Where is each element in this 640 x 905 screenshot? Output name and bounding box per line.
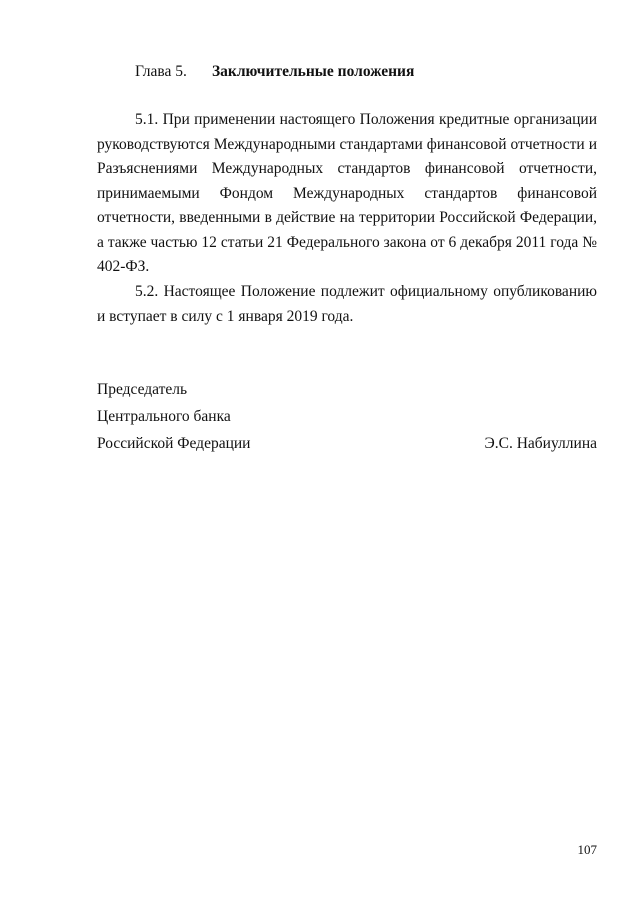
chapter-number: Глава 5.: [135, 63, 187, 80]
signatory-position-line-2: Центрального банка: [97, 408, 231, 425]
page-number: 107: [577, 842, 597, 857]
signatory-position-line-1: Председатель: [97, 381, 188, 398]
signatory-position-line-3: Российской Федерации: [97, 435, 251, 452]
chapter-heading: [135, 60, 414, 84]
paragraph-5-2: 5.2. Настоящее Положение подлежит официальному опубликованию и вступает в силу с 1 января 2019 года.: [97, 283, 597, 325]
paragraph-5-1: 5.1. При применении настоящего Положения кредитные организации руководствуются Международными стандартами финансовой отчетности и Разъяснениями Международных стандартов финансовой отчетности, принимаемыми Фондом Международных стандартов финансовой отчетности, введенными в действие на территории Российской Федерации, а также частью 12 статьи 21 Федерального закона от 6 декабря 2011 года № 402-ФЗ.: [97, 111, 597, 275]
signatory-name: Э.С. Набиуллина: [484, 435, 597, 452]
chapter-title: Заключительные положения: [212, 63, 415, 80]
